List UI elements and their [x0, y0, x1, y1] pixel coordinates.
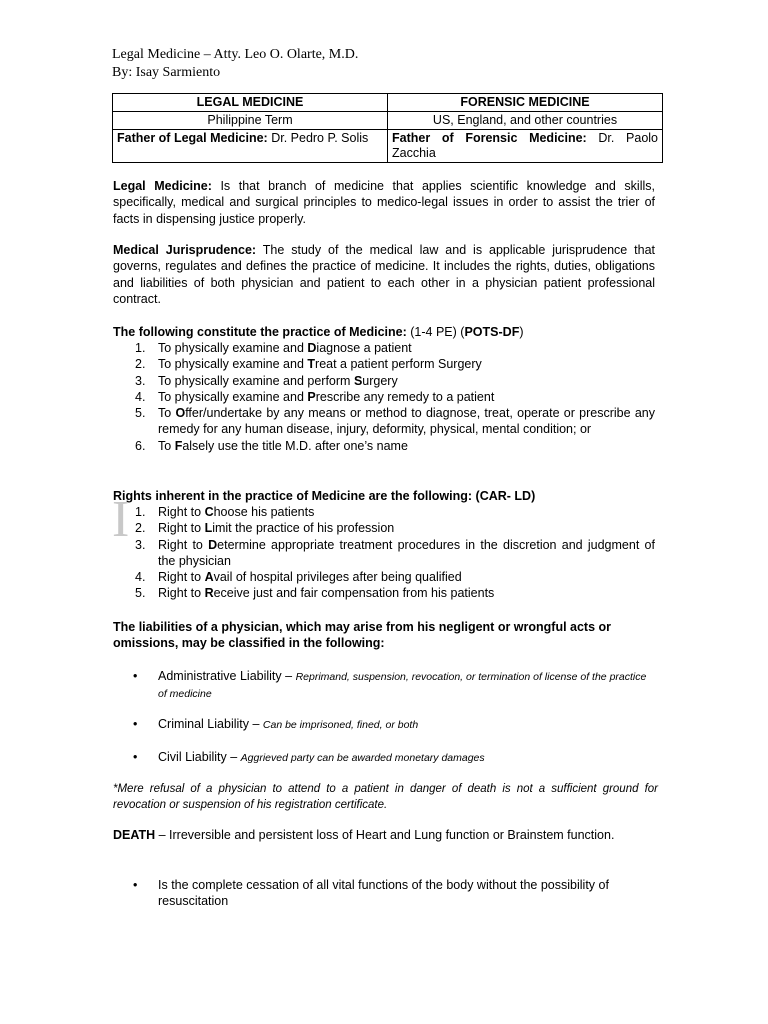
rights-heading: Rights inherent in the practice of Medicine are the following: (CAR- LD) [113, 489, 536, 503]
list-item-key-letter: A [204, 570, 214, 585]
list-item-number: 2. [135, 521, 146, 536]
rights-list-item [113, 537, 655, 570]
liability-name: Administrative Liability – [158, 669, 296, 683]
practice-heading: The following constitute the practice of Medicine: (1-4 PE) (POTS-DF) [113, 325, 524, 339]
list-item-text-post: reat a patient perform Surgery [315, 357, 482, 372]
col2-term: US, England, and other countries [388, 112, 663, 130]
col2-header: FORENSIC MEDICINE [388, 94, 663, 112]
practice-list-item [113, 438, 655, 454]
list-item-number: 2. [135, 357, 146, 372]
list-item-number: 5. [135, 406, 146, 421]
bullet-icon: • [133, 750, 138, 764]
liability-desc: Reprimand, suspension, revocation, or termination of license of the practice of medicine [158, 671, 647, 701]
list-item-text-post: etermine appropriate treatment procedures in the discretion and judgment of the physician [158, 537, 655, 568]
list-item-number: 5. [135, 586, 146, 601]
liability-name: Criminal Liability – [158, 717, 263, 731]
col1-header: LEGAL MEDICINE [113, 94, 388, 112]
practice-list-item [113, 389, 655, 405]
list-item-text-pre: To physically examine and perform [158, 373, 354, 388]
table-row [113, 112, 663, 130]
table-row [113, 130, 663, 163]
col1-father-name: Dr. Pedro P. Solis [271, 131, 369, 145]
death-text: – Irreversible and persistent loss of Heart and Lung function or Brainstem function. [155, 828, 615, 842]
col2-father-label: Father of Forensic Medicine: [392, 131, 587, 145]
practice-list-item [113, 405, 655, 438]
list-item-key-letter: F [174, 438, 183, 453]
list-item-key-letter: O [175, 406, 186, 421]
list-item-number: 3. [135, 373, 146, 388]
document-title: Legal Medicine – Atty. Leo O. Olarte, M.D. [112, 47, 359, 62]
medical-jurisprudence-label: Medical Jurisprudence: [113, 243, 257, 257]
list-item-number: 4. [135, 570, 146, 585]
practice-list-item [113, 373, 655, 389]
col1-father-label: Father of Legal Medicine: [117, 131, 268, 145]
liability-name: Civil Liability – [158, 750, 241, 764]
death-bullet-text: Is the complete cessation of all vital functions of the body without the possibility of resuscitation [158, 878, 609, 909]
bullet-icon: • [133, 717, 138, 731]
liability-item-administrative [113, 668, 655, 703]
liability-item-criminal [113, 716, 655, 733]
legal-medicine-text: Is that branch of medicine that applies scientific knowledge and skills, specifically, medical and surgical principles to medico-legal issues in order to assist the trier of facts in dispensing justice properly. [113, 179, 655, 226]
practice-mnemonic: POTS-DF [464, 325, 520, 339]
legal-medicine-label: Legal Medicine: [113, 179, 212, 193]
list-item-text-post: eceive just and fair compensation from his patients [213, 586, 495, 601]
col1-term: Philippine Term [113, 112, 388, 130]
death-label: DEATH [113, 828, 156, 842]
list-item-text-pre: Right to [158, 570, 205, 585]
practice-heading-text: The following constitute the practice of Medicine: [113, 325, 407, 339]
rights-list-item [113, 504, 655, 520]
death-bullet [113, 877, 655, 910]
rights-list-item [113, 569, 655, 585]
list-item-number: 1. [135, 341, 146, 355]
list-item-text-post: ffer/undertake by any means or method to diagnose, treat, operate or prescribe any remedy for any human disease, injury, deformity, physical, mental condition; or [158, 406, 655, 437]
list-item-text-post: rescribe any remedy to a patient [315, 389, 495, 404]
list-item-number: 1. [135, 505, 146, 519]
list-item-text-pre: Right to [158, 505, 205, 519]
list-item-key-letter: R [204, 586, 214, 601]
list-item-key-letter: C [204, 505, 214, 519]
list-item-text-pre: To [158, 406, 176, 421]
rights-list [113, 504, 655, 602]
liabilities-heading: The liabilities of a physician, which may arise from his negligent or wrongful acts or omissions, may be classified in the following: [113, 620, 612, 651]
liability-desc: Aggrieved party can be awarded monetary damages [240, 752, 485, 764]
bullet-icon: • [133, 878, 138, 892]
col2-father-name: Dr. Paolo Zacchia [392, 131, 659, 160]
col2-father-cell [388, 130, 663, 163]
list-item-text-post: imit the practice of his profession [212, 521, 395, 536]
medical-jurisprudence-definition [113, 242, 655, 307]
death-definition [113, 827, 655, 843]
list-item-key-letter: D [208, 537, 218, 552]
rights-list-item [113, 585, 655, 601]
comparison-table [112, 93, 663, 163]
practice-heading-paren: (1-4 PE) [410, 325, 457, 339]
list-item-key-letter: D [307, 341, 317, 355]
liability-item-civil [113, 749, 655, 766]
list-item-text-pre: To physically examine and [158, 389, 308, 404]
list-item-text-post: alsely use the title M.D. after one’s name [182, 438, 408, 453]
list-item-key-letter: T [307, 357, 316, 372]
list-item-text-pre: To [158, 438, 175, 453]
liability-desc: Can be imprisoned, fined, or both [262, 719, 419, 731]
list-item-text-pre: To physically examine and [158, 357, 308, 372]
table-header-row [113, 94, 663, 112]
list-item-text-pre: Right to [158, 586, 205, 601]
list-item-text-post: urgery [362, 373, 398, 388]
list-item-text-post: hoose his patients [213, 505, 315, 519]
list-item-key-letter: S [353, 373, 363, 388]
rights-list-item [113, 520, 655, 536]
bullet-icon: • [133, 669, 138, 683]
decorative-initial: I [112, 491, 130, 548]
practice-list-item [113, 356, 655, 372]
list-item-text-post: vail of hospital privileges after being qualified [213, 570, 462, 585]
medical-jurisprudence-text: The study of the medical law and is applicable jurisprudence that governs, regulates and defines the practice of medicine. It includes the rights, duties, obligations and liabilities of both physician and patient to each other in a physician patient professional contract. [113, 243, 656, 306]
practice-list-item [113, 340, 655, 356]
list-item-text-pre: To physically examine and [158, 341, 308, 355]
list-item-key-letter: P [307, 389, 316, 404]
list-item-number: 3. [135, 537, 146, 552]
list-item-number: 4. [135, 389, 146, 404]
refusal-note: *Mere refusal of a physician to attend to a patient in danger of death is not a sufficient ground for revocation or suspension of his registration certificate. [113, 783, 658, 811]
legal-medicine-definition [113, 178, 655, 227]
practice-list [113, 340, 655, 454]
list-item-number: 6. [135, 438, 146, 453]
list-item-text-post: iagnose a patient [316, 341, 412, 355]
document-author: By: Isay Sarmiento [112, 65, 221, 80]
list-item-text-pre: Right to [158, 521, 205, 536]
list-item-text-pre: Right to [158, 537, 209, 552]
col1-father-cell [113, 130, 388, 163]
list-item-key-letter: L [204, 521, 213, 536]
